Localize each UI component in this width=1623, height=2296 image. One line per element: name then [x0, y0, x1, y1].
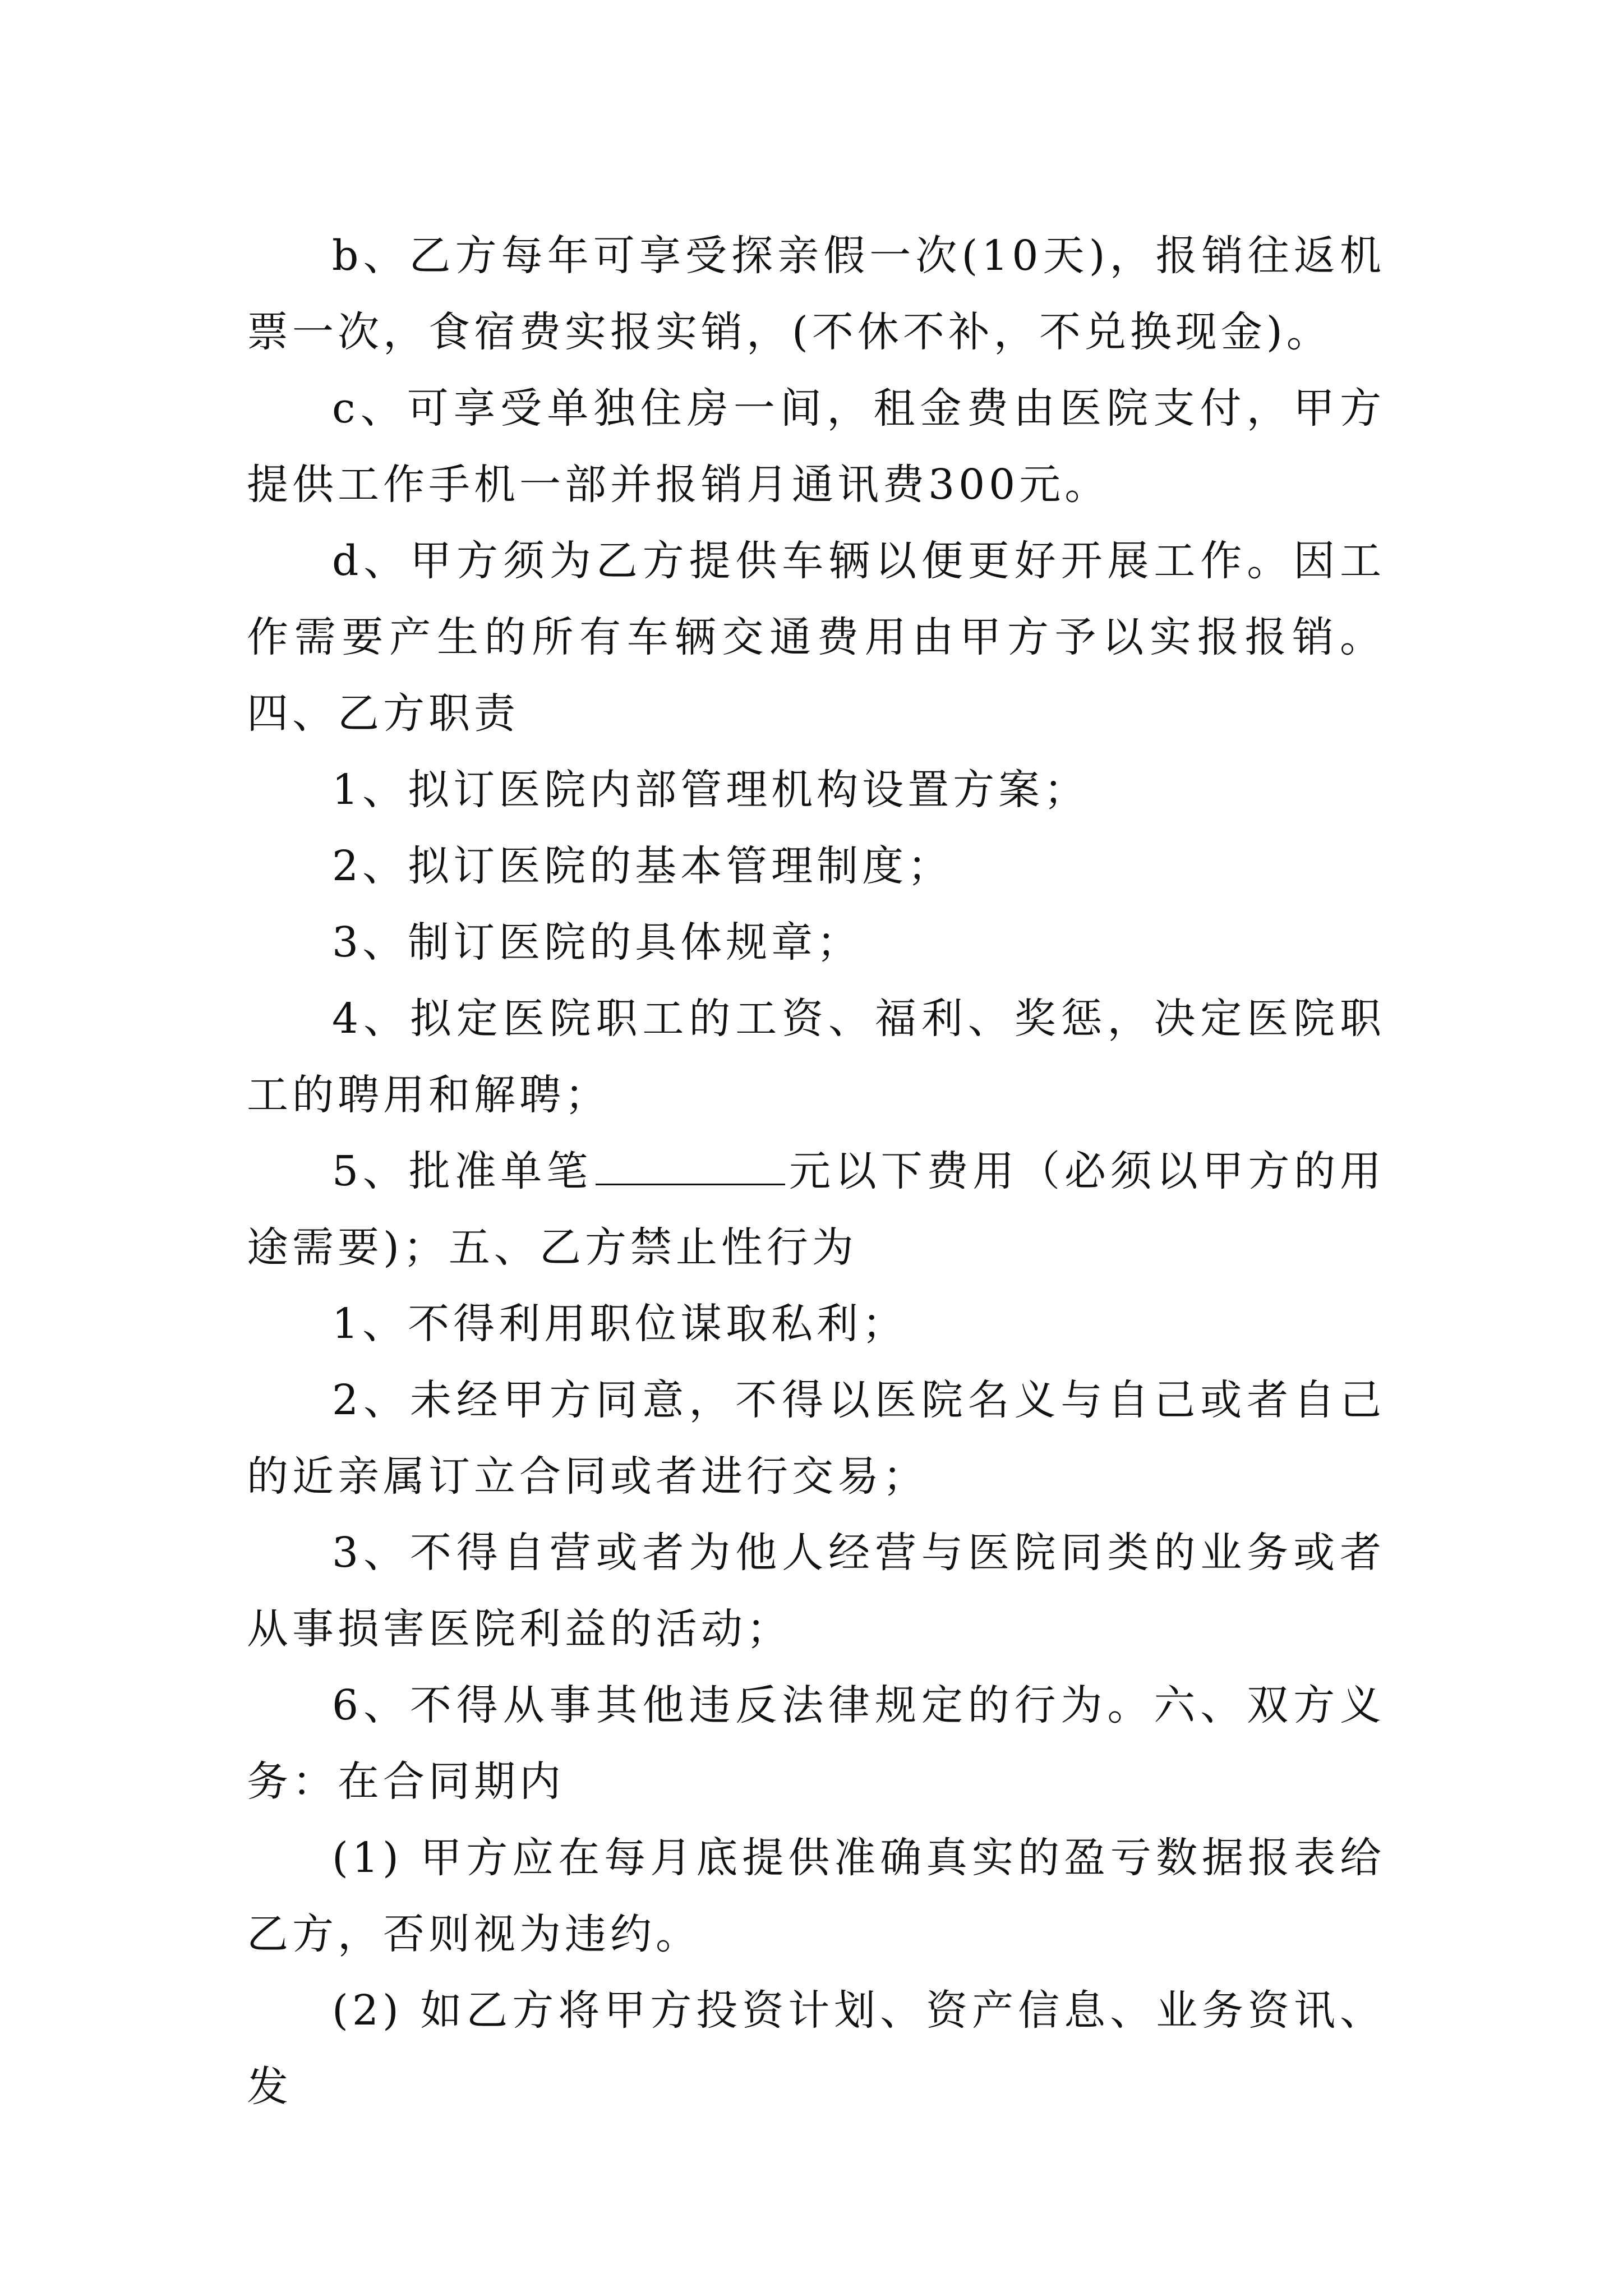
- duty-item-3: 3、制订医院的具体规章；: [332, 918, 863, 967]
- prohibition-item-1: 1、不得利用职位谋取私利；: [332, 1300, 908, 1348]
- duty-item-5: [247, 1133, 1385, 1286]
- paragraph-c-housing: c、可享受单独住房一间，租金费由医院支付，甲方提供工作手机一部并报销月通讯费300元。: [247, 384, 1385, 509]
- contract-text: [247, 218, 1385, 2125]
- amount-blank: [596, 1150, 785, 1185]
- prohibition-item-6: 6、不得从事其他违反法律规定的行为。六、双方义务：在合同期内: [247, 1681, 1385, 1806]
- approval-prefix: 5、批准单笔: [332, 1147, 593, 1195]
- obligation-item-1: (1) 甲方应在每月底提供准确真实的盈亏数据报表给乙方，否则视为违约。: [247, 1834, 1385, 1958]
- prohibition-item-3: 3、不得自营或者为他人经营与医院同类的业务或者从事损害医院利益的活动；: [247, 1529, 1385, 1653]
- duty-item-1: 1、拟订医院内部管理机构设置方案；: [332, 766, 1090, 814]
- paragraph-b-family-leave: b、乙方每年可享受探亲假一次(10天)，报销往返机票一次，食宿费实报实销，(不休不补，不兑换现金)。: [247, 232, 1385, 356]
- duty-item-4: 4、拟定医院职工的工资、福利、奖惩，决定医院职工的聘用和解聘；: [247, 995, 1385, 1119]
- approval-suffix: 元以下费用（必须以甲方的用途需要)；五、乙方禁止性行为: [247, 1147, 1385, 1272]
- paragraph-d-vehicle: d、甲方须为乙方提供车辆以便更好开展工作。因工作需要产生的所有车辆交通费用由甲方予以实报报销。四、乙方职责: [247, 537, 1385, 738]
- prohibition-item-2: 2、未经甲方同意，不得以医院名义与自己或者自己的近亲属订立合同或者进行交易；: [247, 1376, 1385, 1501]
- duty-item-2: 2、拟订医院的基本管理制度；: [332, 842, 953, 890]
- obligation-item-2: (2) 如乙方将甲方投资计划、资产信息、业务资讯、发: [247, 1986, 1385, 2111]
